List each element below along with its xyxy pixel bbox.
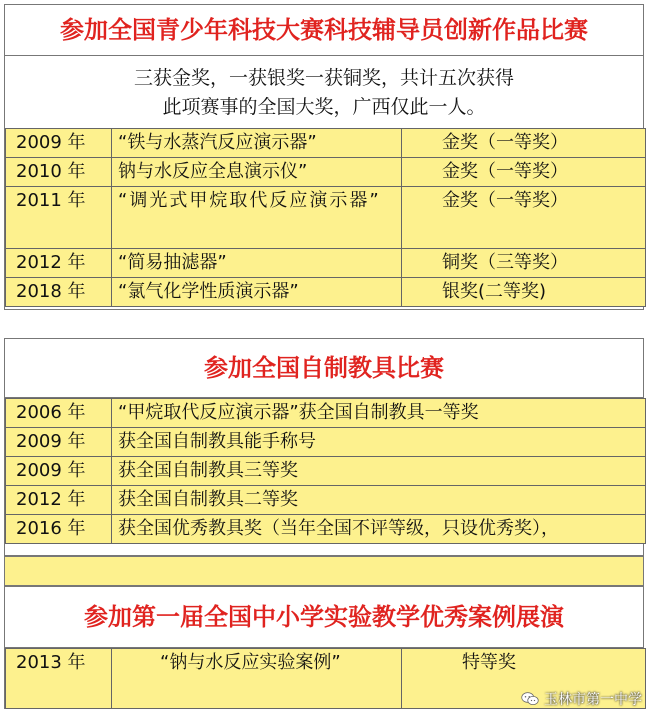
row-award: 特等奖 (402, 649, 646, 709)
row-year: 2010 年 (6, 158, 112, 187)
row-year: 2016 年 (6, 515, 112, 544)
table-row (6, 457, 646, 486)
row-year: 2018 年 (6, 278, 112, 307)
row-award: 银奖(二等奖) (402, 278, 646, 307)
row-work: “简易抽滤器” (112, 249, 402, 278)
row-year: 2013 年 (6, 649, 112, 709)
section-2-title: 参加全国自制教具比赛 (5, 339, 643, 398)
row-text: 获全国自制教具二等奖 (112, 486, 646, 515)
row-award: 金奖（一等奖） (402, 129, 646, 158)
row-year: 2011 年 (6, 187, 112, 249)
table-row (6, 515, 646, 544)
row-work: 钠与水反应全息演示仪” (112, 158, 402, 187)
row-year: 2009 年 (6, 457, 112, 486)
yellow-spacer (4, 556, 644, 586)
table-row (6, 129, 646, 158)
row-year: 2009 年 (6, 129, 112, 158)
row-text: 获全国自制教具三等奖 (112, 457, 646, 486)
table-row (6, 399, 646, 428)
table-row (6, 249, 646, 278)
section-1-title: 参加全国青少年科技大赛科技辅导员创新作品比赛 (5, 5, 643, 56)
row-text: 获全国自制教具能手称号 (112, 428, 646, 457)
row-text: “甲烷取代反应演示器”获全国自制教具一等奖 (112, 399, 646, 428)
section-3-title: 参加第一届全国中小学实验教学优秀案例展演 (5, 587, 643, 648)
row-year: 2006 年 (6, 399, 112, 428)
row-year: 2012 年 (6, 249, 112, 278)
row-work: “调光式甲烷取代反应演示器” (112, 187, 402, 249)
row-award: 金奖（一等奖） (402, 187, 646, 249)
intro-line-1: 三获金奖，一获银奖一获铜奖，共计五次获得 (133, 67, 514, 89)
watermark-text: 玉林市第一中学 (544, 692, 642, 708)
row-award: 金奖（一等奖） (402, 158, 646, 187)
table-row (6, 187, 646, 249)
wechat-icon (521, 691, 539, 707)
table-row (6, 278, 646, 307)
section-1-table (5, 128, 646, 307)
row-work: “氯气化学性质演示器” (112, 278, 402, 307)
table-row (6, 486, 646, 515)
row-year: 2012 年 (6, 486, 112, 515)
row-text: 获全国优秀教具奖（当年全国不评等级，只设优秀奖）， (112, 515, 646, 544)
row-award: 铜奖（三等奖） (402, 249, 646, 278)
table-row (6, 428, 646, 457)
section-1-intro (5, 56, 643, 128)
section-2-table (5, 398, 646, 544)
row-year: 2009 年 (6, 428, 112, 457)
intro-line-2: 此项赛事的全国大奖，广西仅此一人。 (162, 96, 486, 118)
watermark (521, 689, 642, 709)
section-2-panel (4, 338, 644, 556)
table-row (6, 158, 646, 187)
row-work: “铁与水蒸汽反应演示器” (112, 129, 402, 158)
row-work: “钠与水反应实验案例” (112, 649, 402, 709)
section-1-panel (4, 4, 644, 310)
